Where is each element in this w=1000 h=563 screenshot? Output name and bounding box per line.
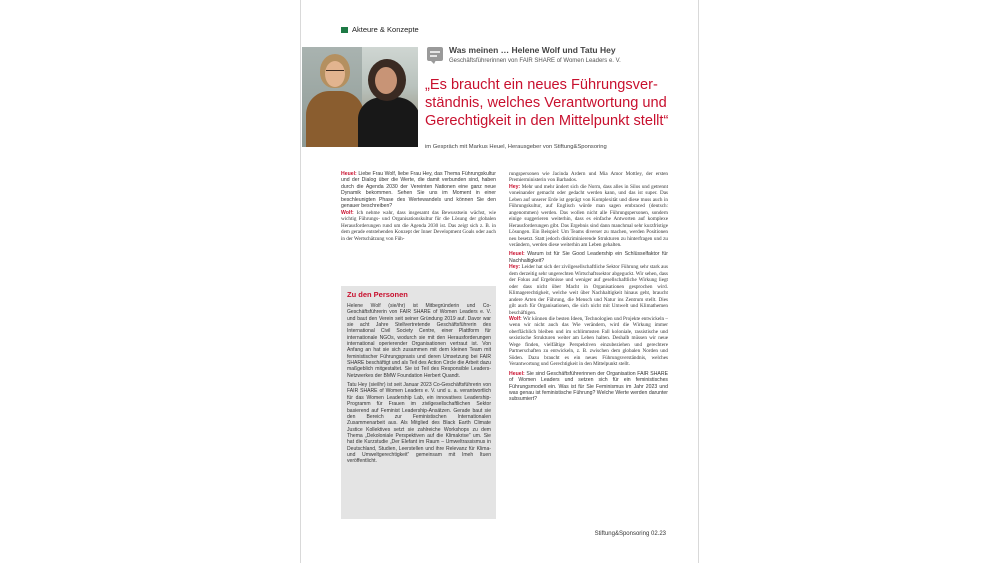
portrait-photo [302, 47, 418, 147]
page-footer: Stiftung&Sponsoring 02.23 [594, 531, 666, 537]
speaker-label: Heuel: [509, 251, 525, 258]
paragraph-text: Liebe Frau Wolf, liebe Frau Hey, das Thema Führungskultur und der Dialog über die Werte, die damit verbunden sind, haben durch die Agenda 2030 der Vereinten Nationen eine ganz neue Dynamik bekommen. Sehen Sie uns im Moment in einer beschleunigten Phase des Wertewandels und können Sie den genauer beschreiben? [341, 171, 496, 210]
bio-box-title: Zu den Personen [347, 290, 408, 299]
paragraph-text: Ich nehme wahr, dass insgesamt das Bewusstsein wächst, wie wichtig Führungs- und Organisationskultur für die Lösung der globalen Herausforderungen rund um die Agenda 2030 ist. Das zeigt sich z. B. in dem gerade entstehenden Konzept der Inner Development Goals oder auch in der Wertschätzung von Füh- [341, 209, 496, 242]
speaker-label: Hey: [509, 183, 521, 190]
magazine-page [300, 0, 699, 563]
interview-subheading: Geschäftsführerinnen von FAIR SHARE of Women Leaders e. V. [449, 58, 621, 64]
bio-box [341, 286, 496, 519]
paragraph-text: Leider hat sich der zivilgesellschaftliche Sektor Führung sehr stark aus dem derzeitig sehr ungerechten Wirtschaftssektor abgeguckt. Wir sehen, dass der Fokus auf Ergebnisse und weniger auf gesellschaftliche Wirkung liegt oder dass nicht über Macht in Organisationen gesprochen wird. Klimagerechtigkeit, welche weit über Nachhaltigkeit hinaus geht, braucht andere Arten der Führung, die Mensch und Natur ins Zentrum stellt. Dies gilt auch für Organisationen, die sich nicht mit Umwelt und Klimathemen beschäftigen. [509, 264, 668, 316]
interview-heading: Was meinen … Helene Wolf und Tatu Hey [449, 45, 616, 55]
paragraph [509, 264, 668, 316]
paragraph [509, 171, 668, 184]
paragraph [509, 371, 668, 403]
paragraph [341, 210, 496, 242]
section-header [341, 25, 419, 34]
speaker-label: Wolf: [509, 315, 522, 322]
bio-paragraph: Tatu Hey (sie/ihr) ist seit Januar 2023 Co-Geschäftsführerin von FAIR SHARE of Women Leaders e. V. und u. a. verantwortlich für das Women Leadership Lab, ein innovatives Leadership-Programm für Frauen im zivilgesellschaftlichen Sektor basierend auf Feminist Leadership-Ansätzen. Gerade baut sie den Bereich zur Feministischen Internationalen Zusammenarbeit aus. Als Mitglied des Black Earth Climate Justice Kollektives setzt sie zahlreiche Workshops zu dem Thema „Dekoloniale Perspektiven auf die Klimakrise“ um. Sie hat die Kurzstudie „Der Elefant im Raum – Umweltrassismus in Deutschland, Studien, Leerstellen und ihre Relevanz für Klima- und Umweltgerechtigkeit“ gemeinsam mit Imeh Ituen veröffentlicht. [347, 382, 491, 465]
paragraph-text: rungspersonen wie Jacinda Ardern und Mia Amor Mottley, der ersten Premierministerin von Barbados. [509, 171, 668, 184]
speaker-label: Heuel: [341, 171, 357, 177]
paragraph [341, 171, 496, 210]
bio-paragraph: Helene Wolf (sie/ihr) ist Mitbegründerin und Co-Geschäftsführerin von FAIR SHARE of Women Leaders e. V. und baut den Verein seit seiner Gründung 2019 auf. Davor war sie acht Jahre Stellvertretende Geschäftsführerin des International Civil Society Centre, einer Plattform für internationale NGOs, wodurch sie mit den Herausforderungen international operierender Organisationen vertraut ist. Von Anfang an hat sie sich zusammen mit dem kleinen Team mit feministischer Führungspraxis und deren Umsetzung bei FAIR SHARE beschäftigt und als Teil des Action Circle die Arbeit dazu maßgeblich mitgestaltet. Sie ist Teil des Responsible Leaders-Netzwerkes der BMW Foundation Herbert Quandt. [347, 303, 491, 379]
speaker-label: Wolf: [341, 209, 354, 216]
speaker-label: Hey: [509, 264, 521, 271]
right-text-column [509, 171, 668, 403]
bio-box-text [347, 303, 491, 465]
section-marker-icon [341, 27, 348, 33]
headline-quote: „Es braucht ein neues Führungsver-ständnis, welches Verantwortung und Gerechtigkeit in den Mittelpunkt stellt“ [425, 77, 669, 129]
paragraph [509, 251, 668, 264]
section-label: Akteure & Konzepte [352, 25, 419, 34]
paragraph-text: Mehr und mehr ändert sich die Norm, dass alles in Silos und getrennt voneinander gemacht oder gedacht werden kann, und das ist super. Das Leben auf unserer Erde ist geprägt von Komplexität und diese muss auch in Führungskultur, auf Englisch würde man sagen embraced (deutsch: angenommen) werden. Das wollen nicht alle Führungspersonen, sondern einige suggerieren weiterhin, dass es einfache Antworten auf komplexe Herausforderungen gibt. Das Ergebnis sind dann manchmal sehr kurzfristige Lösungen. Ein Beispiel: Um Teams diverser zu machen, werden Positionen neu besetzt. Statt jedoch diskriminierende Strukturen zu hinterfragen und zu verändern, werden diese weiterhin am Leben gehalten. [509, 183, 668, 248]
paragraph-text: Warum ist für Sie Good Leadership ein Schlüsselfaktor für Nachhaltigkeit? [509, 251, 668, 264]
byline: im Gespräch mit Markus Heuel, Herausgeber von Stiftung&Sponsoring [425, 144, 607, 150]
left-text-column [341, 171, 496, 242]
speech-bubble-icon [427, 47, 443, 61]
paragraph [509, 316, 668, 368]
speaker-label: Heuel: [509, 370, 525, 377]
paragraph-text: Sie sind Geschäftsführerinnen der Organisation FAIR SHARE of Women Leaders und setzen sich für ein feministisches Führungsmodell ein. Was ist für Sie Feminismus im Jahr 2023 und was genau ist feministische Führung? Welche Werte werden darunter subsumiert? [509, 370, 668, 403]
paragraph [509, 184, 668, 249]
paragraph-text: Wir können die besten Ideen, Technologien und Projekte entwickeln – wenn wir nicht auch das Wie verändern, wird die Wirkung immer oberflächlich bleiben und im schlimmsten Fall koloniale, rassistische und sexistische Strukturen weiter am Leben halten. Deshalb müssen wir neue Wege finden, vielfältige Perspektiven einzubeziehen und gerechtere Partnerschaften zu entwickeln, z. B. zwischen dem globalen Norden und Süden. Dazu braucht es ein neues Führungsverständnis, welches Verantwortung und Gerechtigkeit in den Mittelpunkt stellt. [509, 315, 668, 368]
